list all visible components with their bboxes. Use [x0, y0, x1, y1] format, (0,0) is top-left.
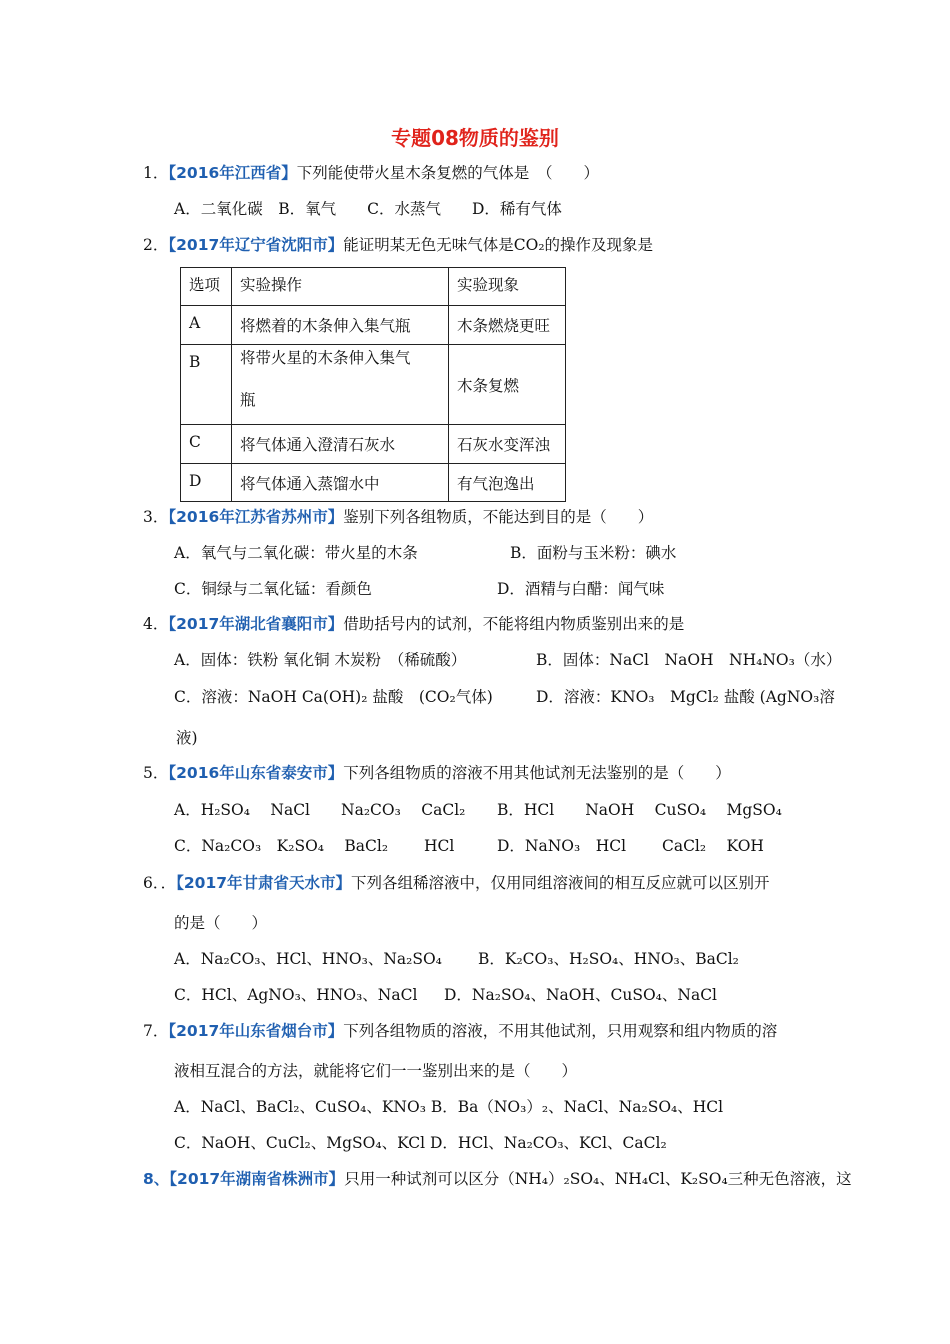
question-text: 下列各组物质的溶液，不用其他试剂，只用观察和组内物质的溶 — [343, 1022, 778, 1040]
option-b: B．K₂CO₃、H₂SO₄、HNO₃、BaCl₂ — [478, 950, 739, 968]
question-number: 5． — [143, 764, 169, 782]
question-6-continued: 的是（ ） — [174, 914, 268, 932]
question-number: 6．． — [143, 874, 177, 892]
question-6 — [143, 872, 770, 894]
question-source: 【2017年辽宁省沈阳市】 — [168, 236, 344, 254]
table-cell: 石灰水变浑浊 — [449, 425, 566, 464]
table-cell: D — [181, 464, 232, 502]
table-cell: 将气体通入蒸馏水中 — [232, 464, 449, 502]
option-d-continued: 液) — [176, 729, 198, 747]
table-cell: 木条燃烧更旺 — [449, 306, 566, 345]
table-row — [181, 345, 566, 425]
option-a-b: A．NaCl、BaCl₂、CuSO₄、KNO₃ B．Ba（NO₃）₂、NaCl、Na₂SO₄、HCl — [174, 1098, 724, 1116]
table-row — [181, 306, 566, 345]
question-text: 只用一种试剂可以区分（NH₄）₂SO₄、NH₄Cl、K₂SO₄三种无色溶液，这 — [344, 1170, 852, 1188]
table-cell-line: 将带火星的木条伸入集气 — [240, 349, 411, 367]
question-number: 2． — [143, 236, 169, 254]
question-1-options: A．二氧化碳 B．氧气 C．水蒸气 D．稀有气体 — [174, 200, 562, 218]
question-number: 3． — [143, 508, 169, 526]
table-header-cell: 实验现象 — [449, 268, 566, 306]
option-c: C．Na₂CO₃ K₂SO₄ BaCl₂ HCl — [174, 837, 455, 855]
question-text: 下列各组稀溶液中，仅用同组溶液间的相互反应就可以区别开 — [351, 874, 770, 892]
table-row — [181, 464, 566, 502]
table-cell — [232, 345, 449, 425]
table-header-cell: 选项 — [181, 268, 232, 306]
question-2 — [143, 234, 653, 256]
question-5 — [143, 762, 731, 784]
question-source: 【2016年江西省】 — [168, 164, 297, 182]
table-cell: C — [181, 425, 232, 464]
question-number: 1． — [143, 164, 169, 182]
question-text: 下列能使带火星木条复燃的气体是 （ ） — [296, 164, 600, 182]
option-d: D．Na₂SO₄、NaOH、CuSO₄、NaCl — [444, 986, 718, 1004]
question-7-continued: 液相互混合的方法，就能将它们一一鉴别出来的是（ ） — [174, 1062, 578, 1080]
question-source: 【2017年山东省烟台市】 — [168, 1022, 344, 1040]
table-cell: A — [181, 306, 232, 345]
option-b: B．HCl NaOH CuSO₄ MgSO₄ — [497, 801, 782, 819]
page-title: 专题08物质的鉴别 — [391, 126, 559, 150]
question-source: 【2017年湖北省襄阳市】 — [168, 615, 344, 633]
table-header-cell: 实验操作 — [232, 268, 449, 306]
question-text: 鉴别下列各组物质，不能达到目的是（ ） — [343, 508, 654, 526]
question-number: 8、 — [143, 1170, 170, 1188]
question-source: 【2017年湖南省株洲市】 — [169, 1170, 345, 1188]
table-cell: 有气泡逸出 — [449, 464, 566, 502]
option-c: C．溶液：NaOH Ca(OH)₂ 盐酸 (CO₂气体) — [174, 688, 493, 706]
question-number: 4． — [143, 615, 169, 633]
option-c: C．HCl、AgNO₃、HNO₃、NaCl — [174, 986, 418, 1004]
question-4 — [143, 613, 684, 635]
question-text: 下列各组物质的溶液不用其他试剂无法鉴别的是（ ） — [343, 764, 731, 782]
option-c-d: C．NaOH、CuCl₂、MgSO₄、KCl D．HCl、Na₂CO₃、KCl、CaCl₂ — [174, 1134, 667, 1152]
option-a: A．Na₂CO₃、HCl、HNO₃、Na₂SO₄ — [174, 950, 442, 968]
table-row — [181, 425, 566, 464]
question-1 — [143, 162, 599, 184]
question-number: 7． — [143, 1022, 169, 1040]
experiment-table — [180, 267, 566, 502]
option-d: D．溶液：KNO₃ MgCl₂ 盐酸 (AgNO₃溶 — [536, 688, 835, 706]
option-d: D．NaNO₃ HCl CaCl₂ KOH — [497, 837, 764, 855]
table-cell: B — [181, 345, 232, 425]
table-cell-line: 瓶 — [240, 391, 256, 409]
option-b: B．固体：NaCl NaOH NH₄NO₃（水） — [536, 651, 842, 669]
option-c: C．铜绿与二氧化锰：看颜色 — [174, 580, 372, 598]
option-a: A．H₂SO₄ NaCl Na₂CO₃ CaCl₂ — [174, 801, 466, 819]
table-cell: 木条复燃 — [449, 345, 566, 425]
question-source: 【2016年江苏省苏州市】 — [168, 508, 344, 526]
table-header-row — [181, 268, 566, 306]
question-source: 【2017年甘肃省天水市】 — [176, 874, 352, 892]
question-7 — [143, 1020, 777, 1042]
option-d: D．酒精与白醋：闻气味 — [497, 580, 665, 598]
table-cell: 将燃着的木条伸入集气瓶 — [232, 306, 449, 345]
question-text: 借助括号内的试剂，不能将组内物质鉴别出来的是 — [343, 615, 685, 633]
table-cell: 将气体通入澄清石灰水 — [232, 425, 449, 464]
question-text: 能证明某无色无味气体是CO₂的操作及现象是 — [343, 236, 654, 254]
question-8 — [143, 1168, 852, 1190]
option-a: A．氧气与二氧化碳：带火星的木条 — [174, 544, 418, 562]
option-a: A．固体：铁粉 氧化铜 木炭粉 （稀硫酸） — [174, 651, 467, 669]
question-source: 【2016年山东省泰安市】 — [168, 764, 344, 782]
question-3 — [143, 506, 653, 528]
option-b: B．面粉与玉米粉：碘水 — [510, 544, 677, 562]
